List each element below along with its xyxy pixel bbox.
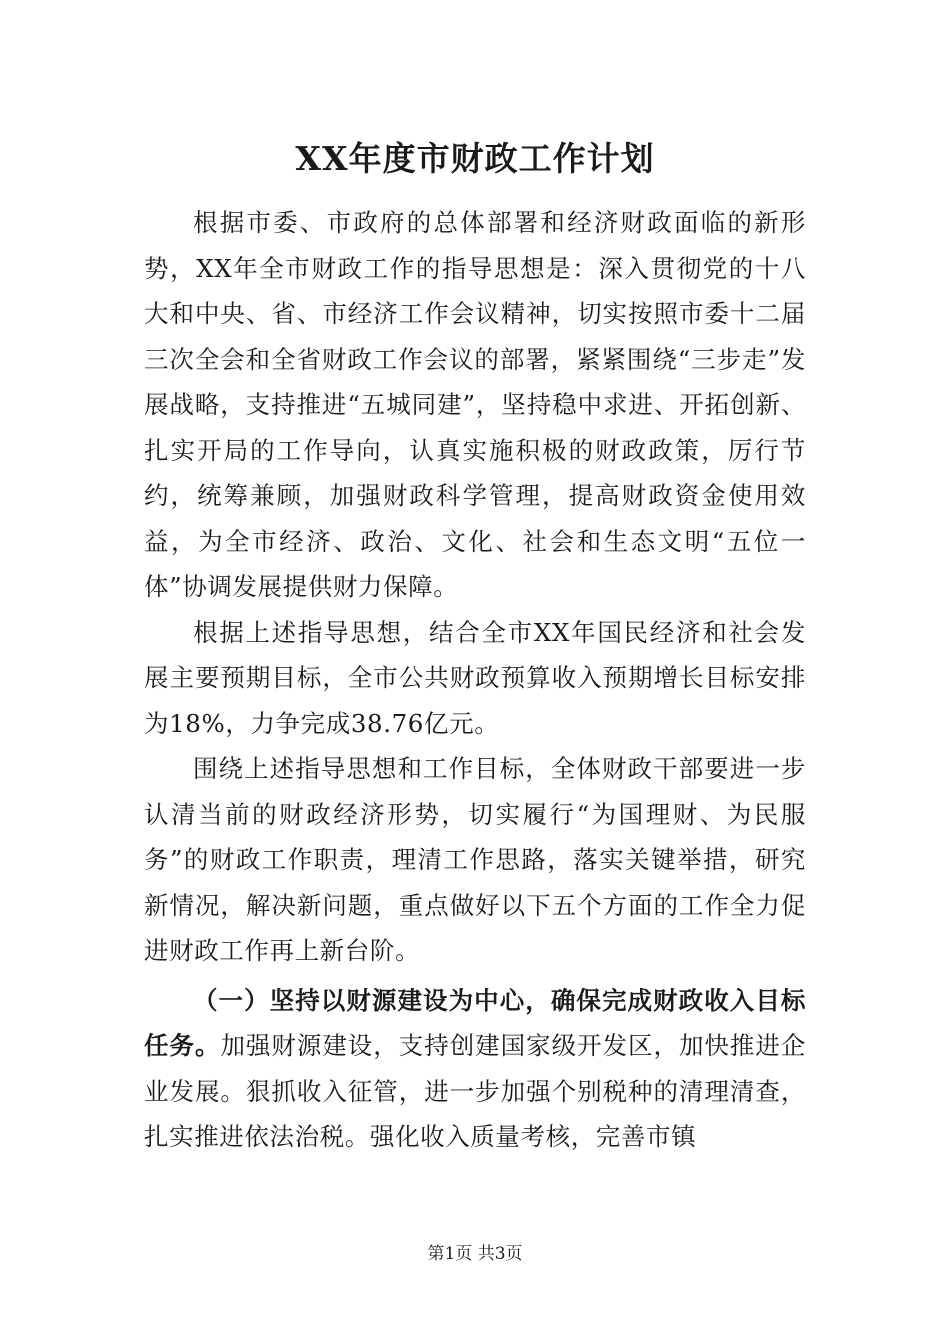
paragraph-text: 加强财源建设，支持创建国家级开发区，加快推进企业发展。狠抓收入征管，进一步加强个别税种的清理清查，扎实推进依法治税。强化收入质量考核，完善市镇: [144, 1031, 806, 1151]
page-number-footer: 第1页 共3页: [427, 1244, 523, 1264]
document-title: XX年度市财政工作计划: [295, 139, 655, 178]
section-heading: （一）坚持以财源建设为中心，确保完成财政收入目标任务。: [144, 985, 806, 1060]
paragraph-text: 根据上述指导思想，结合全市XX年国民经济和社会发展主要预期目标，全市公共财政预算收入预期增长目标安排为18%，力争完成38.76亿元。: [144, 617, 806, 738]
paragraph-revenue-target: [144, 610, 806, 747]
paragraph-section-one: [144, 978, 806, 1160]
paragraph-work-focus: [144, 746, 806, 974]
paragraph-guiding-thought: [144, 200, 806, 610]
paragraph-text: 围绕上述指导思想和工作目标，全体财政干部要进一步认清当前的财政经济形势，切实履行“为国理财、为民服务”的财政工作职责，理清工作思路，落实关键举措，研究新情况，解决新问题，重点做好以下五个方面的工作全力促进财政工作再上新台阶。: [144, 754, 806, 965]
paragraph-text: 根据市委、市政府的总体部署和经济财政面临的新形势，XX年全市财政工作的指导思想是：深入贯彻党的十八大和中央、省、市经济工作会议精神，切实按照市委十二届三次全会和全省财政工作会议的部署，紧紧围绕“三步走”发展战略，支持推进“五城同建”，坚持稳中求进、开拓创新、扎实开局的工作导向，认真实施积极的财政政策，厉行节约，统筹兼顾，加强财政科学管理，提高财政资金使用效益，为全市经济、政治、文化、社会和生态文明“五位一体”协调发展提供财力保障。: [144, 208, 806, 601]
document-body: [144, 200, 806, 1160]
